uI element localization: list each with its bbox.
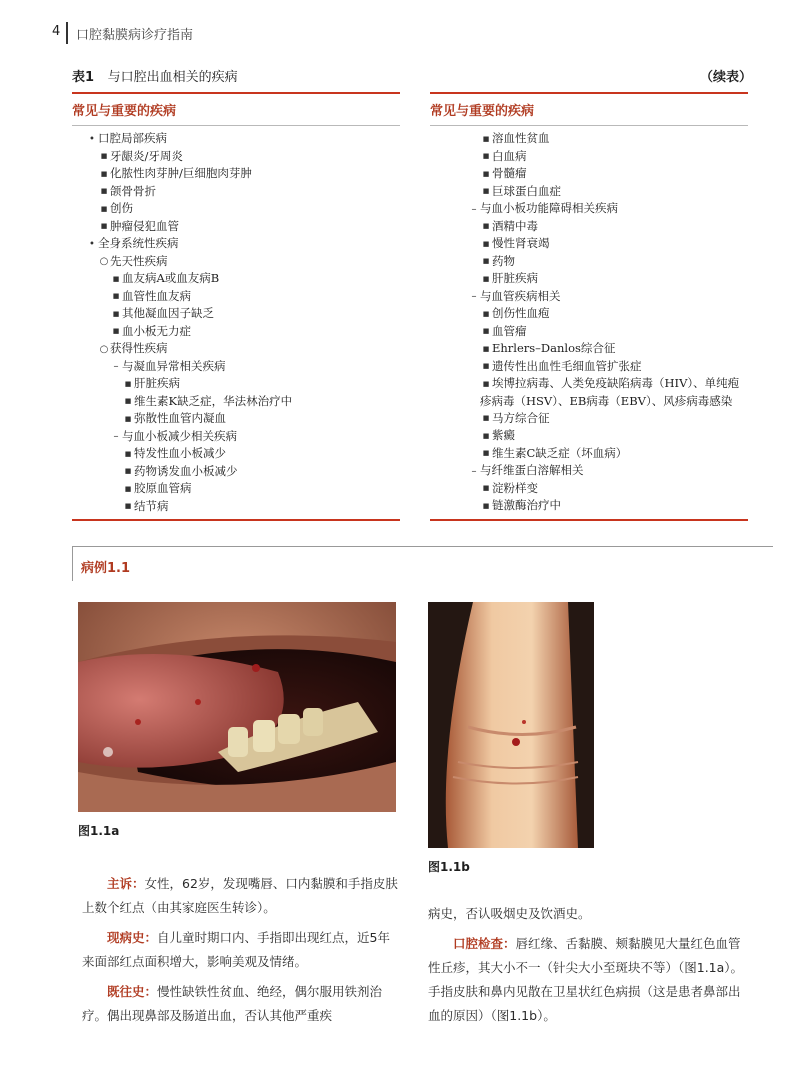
list-item-text: 药物 xyxy=(492,253,515,268)
list-item-text: 创伤性血疱 xyxy=(492,306,550,320)
disease-list-item xyxy=(430,340,748,358)
list-bullet: – xyxy=(471,291,477,302)
list-item-text: 血友病A或血友病B xyxy=(122,271,220,285)
list-item-text: 药物诱发血小板减少 xyxy=(134,463,238,478)
list-item-text: 与血管疾病相关 xyxy=(480,288,561,303)
disease-list-item xyxy=(72,340,400,358)
list-item-text: 与纤维蛋白溶解相关 xyxy=(480,463,584,477)
figure-label-a: 图1.1a xyxy=(78,824,120,838)
finger-photo-illustration xyxy=(428,602,594,848)
list-bullet: ○ xyxy=(99,256,109,267)
table-label: 表1 xyxy=(72,70,95,85)
list-bullet: ■ xyxy=(482,274,490,283)
list-bullet: ■ xyxy=(124,502,132,510)
disease-list-item xyxy=(72,375,400,393)
list-bullet: – xyxy=(113,361,119,372)
disease-list-item xyxy=(430,305,748,323)
table-caption: 与口腔出血相关的疾病 xyxy=(107,70,238,85)
disease-list-item xyxy=(430,183,748,201)
list-item-text: 维生素C缺乏症（坏血病） xyxy=(492,445,628,460)
list-bullet: ■ xyxy=(482,501,490,510)
paragraph-text: 女性，62岁，发现嘴唇、口内黏膜和手指皮肤上数个红点（由其家庭医生转诊）。 xyxy=(82,876,398,915)
disease-list-item xyxy=(72,200,400,218)
case-paragraph xyxy=(82,872,398,920)
disease-list-item xyxy=(430,270,748,288)
list-item-text: 骨髓瘤 xyxy=(492,166,527,180)
list-bullet: ■ xyxy=(112,292,120,300)
disease-list-item xyxy=(72,253,400,271)
case-paragraph xyxy=(428,902,750,926)
list-item-text: 溶血性贫血 xyxy=(492,131,550,145)
list-bullet: ■ xyxy=(482,309,490,318)
list-item-text: 口腔局部疾病 xyxy=(98,131,167,145)
list-bullet: ■ xyxy=(482,239,490,248)
disease-list-item xyxy=(430,323,748,341)
list-item-text: Ehrlers–Danlos综合征 xyxy=(492,341,616,355)
list-item-text: 慢性肾衰竭 xyxy=(492,236,550,250)
list-item-text: 肿瘤侵犯血管 xyxy=(110,218,179,233)
figure-label-b: 图1.1b xyxy=(428,860,470,874)
paragraph-text: 病史，否认吸烟史及饮酒史。 xyxy=(428,906,591,921)
disease-list-item xyxy=(72,445,400,463)
header-divider xyxy=(66,22,68,44)
list-bullet: ■ xyxy=(124,467,132,475)
list-bullet: ■ xyxy=(124,484,132,493)
table-continued: （续表） xyxy=(700,70,753,85)
disease-list-item xyxy=(72,358,400,376)
disease-list-item xyxy=(430,462,748,480)
column-header: 常见与重要的疾病 xyxy=(430,104,535,119)
paragraph-text: 慢性缺铁性贫血、绝经，偶尔服用铁剂治疗。偶出现鼻部及肠道出血，否认其他严重疾 xyxy=(82,984,383,1023)
list-item-text: 白血病 xyxy=(492,148,527,163)
clinical-photo-oral xyxy=(78,602,396,812)
case-box xyxy=(72,546,773,581)
list-bullet: ■ xyxy=(482,414,490,422)
clinical-photo-finger xyxy=(428,602,594,848)
table-bottom-rule xyxy=(430,519,748,521)
list-bullet: ■ xyxy=(100,187,108,195)
paragraph-text: 自儿童时期口内、手指即出现红点，近5年来面部红点面积增大，影响美观及情绪。 xyxy=(82,930,390,969)
table-column-right xyxy=(430,92,748,521)
disease-list-item xyxy=(430,445,748,463)
list-bullet: ■ xyxy=(482,152,490,160)
case-paragraph xyxy=(428,932,750,1028)
list-bullet: ■ xyxy=(482,449,490,457)
case-text-right xyxy=(428,902,750,1034)
disease-list-item xyxy=(430,497,748,515)
list-item-text: 埃博拉病毒、人类免疫缺陷病毒（HIV）、单纯疱疹病毒（HSV）、EB病毒（EBV）、风疹病毒感染 xyxy=(480,376,740,408)
disease-list-item xyxy=(72,288,400,306)
list-item-text: 化脓性肉芽肿/巨细胞肉芽肿 xyxy=(110,166,252,180)
list-bullet: ■ xyxy=(482,484,490,492)
list-bullet: ■ xyxy=(124,397,132,405)
disease-list-item xyxy=(430,358,748,376)
list-bullet: ■ xyxy=(112,274,120,283)
list-bullet: ■ xyxy=(482,431,490,440)
disease-list-item xyxy=(72,218,400,236)
disease-list-item xyxy=(72,165,400,183)
list-bullet: ■ xyxy=(482,379,490,388)
disease-list-item xyxy=(72,323,400,341)
list-bullet: ○ xyxy=(99,343,109,355)
disease-list-item xyxy=(430,288,748,306)
list-item-text: 巨球蛋白血症 xyxy=(492,183,561,198)
list-bullet: ■ xyxy=(100,152,108,160)
disease-list-item xyxy=(72,130,400,148)
list-item-text: 特发性血小板减少 xyxy=(134,446,226,460)
paragraph-label: 现病史： xyxy=(107,930,158,945)
list-bullet: ■ xyxy=(482,134,490,143)
disease-list-item xyxy=(430,410,748,428)
list-item-text: 酒精中毒 xyxy=(492,218,538,233)
paragraph-text: 唇红缘、舌黏膜、颊黏膜见大量红色血管性丘疹，其大小不一（针尖大小至斑块不等）（图1.1a）。手指皮肤和鼻内见散在卫星状红色病损（这是患者鼻部出血的原因）（图1.1b）。 xyxy=(428,936,744,1023)
list-item-text: 血小板无力症 xyxy=(122,323,191,338)
list-bullet: ■ xyxy=(482,169,490,178)
list-bullet: – xyxy=(471,465,477,477)
disease-list-item xyxy=(72,148,400,166)
case-paragraph xyxy=(82,926,398,974)
list-item-text: 牙龈炎/牙周炎 xyxy=(110,148,183,163)
disease-list-item xyxy=(430,375,748,410)
list-bullet: • xyxy=(89,133,95,145)
disease-list-item xyxy=(72,498,400,516)
paragraph-label: 既往史： xyxy=(107,984,158,999)
list-bullet: ■ xyxy=(482,362,490,370)
disease-list-right xyxy=(430,126,748,515)
list-item-text: 与血小板减少相关疾病 xyxy=(122,428,237,443)
disease-list-item xyxy=(430,200,748,218)
disease-list-left xyxy=(72,126,400,515)
list-bullet: ■ xyxy=(482,222,490,230)
list-bullet: – xyxy=(471,203,477,215)
list-item-text: 获得性疾病 xyxy=(110,341,168,355)
case-paragraph xyxy=(82,980,398,1028)
list-bullet: ■ xyxy=(100,169,108,178)
page-number: 4 xyxy=(52,24,61,39)
disease-list-item xyxy=(72,410,400,428)
list-item-text: 紫癜 xyxy=(492,428,515,442)
list-bullet: ■ xyxy=(124,449,132,458)
book-title: 口腔黏膜病诊疗指南 xyxy=(76,28,194,43)
table-bottom-rule xyxy=(72,519,400,521)
disease-list-item xyxy=(430,165,748,183)
list-bullet: ■ xyxy=(482,187,490,195)
list-item-text: 结节病 xyxy=(134,498,169,513)
list-bullet: ■ xyxy=(482,327,490,335)
list-bullet: ■ xyxy=(112,309,120,318)
disease-list-item xyxy=(72,393,400,411)
list-item-text: 颌骨骨折 xyxy=(110,183,156,198)
disease-list-item xyxy=(430,235,748,253)
list-bullet: ■ xyxy=(482,257,490,265)
case-title: 病例1.1 xyxy=(81,561,131,576)
list-item-text: 马方综合征 xyxy=(492,410,550,425)
list-bullet: ■ xyxy=(124,379,132,388)
disease-list-item xyxy=(430,148,748,166)
list-bullet: ■ xyxy=(112,327,120,335)
list-item-text: 与血小板功能障碍相关疾病 xyxy=(480,201,618,215)
list-item-text: 肝脏疾病 xyxy=(492,271,538,285)
list-item-text: 其他凝血因子缺乏 xyxy=(122,306,214,320)
list-bullet: ■ xyxy=(100,204,108,213)
oral-photo-illustration xyxy=(78,602,396,812)
list-item-text: 链激酶治疗中 xyxy=(492,498,561,512)
list-bullet: ■ xyxy=(100,222,108,230)
list-item-text: 全身系统性疾病 xyxy=(98,236,179,250)
list-item-text: 遗传性出血性毛细血管扩张症 xyxy=(492,358,642,373)
disease-list-item xyxy=(72,270,400,288)
disease-list-item xyxy=(72,183,400,201)
list-item-text: 胶原血管病 xyxy=(134,481,192,495)
list-item-text: 淀粉样变 xyxy=(492,480,538,495)
list-item-text: 创伤 xyxy=(110,201,133,215)
table-column-left xyxy=(72,92,400,521)
list-bullet: – xyxy=(113,431,119,442)
disease-list-item xyxy=(72,463,400,481)
disease-list-item xyxy=(430,427,748,445)
list-item-text: 血管性血友病 xyxy=(122,288,191,303)
paragraph-label: 主诉： xyxy=(107,876,145,891)
list-bullet: ■ xyxy=(482,344,490,353)
paragraph-label: 口腔检查： xyxy=(453,936,516,951)
list-item-text: 血管瘤 xyxy=(492,323,527,338)
disease-list-item xyxy=(72,480,400,498)
disease-list-item xyxy=(72,235,400,253)
case-text-left xyxy=(82,872,398,1034)
disease-list-item xyxy=(430,130,748,148)
list-item-text: 先天性疾病 xyxy=(110,253,168,268)
table-title xyxy=(72,66,238,85)
list-item-text: 与凝血异常相关疾病 xyxy=(122,358,226,373)
disease-list-item xyxy=(430,218,748,236)
disease-list-item xyxy=(430,480,748,498)
list-item-text: 维生素K缺乏症，华法林治疗中 xyxy=(134,393,293,408)
list-bullet: ■ xyxy=(124,414,132,423)
disease-list-item xyxy=(72,305,400,323)
disease-list-item xyxy=(72,428,400,446)
list-item-text: 肝脏疾病 xyxy=(134,376,180,390)
column-header: 常见与重要的疾病 xyxy=(72,104,177,119)
list-item-text: 弥散性血管内凝血 xyxy=(134,411,226,425)
list-bullet: • xyxy=(89,238,95,250)
disease-list-item xyxy=(430,253,748,271)
